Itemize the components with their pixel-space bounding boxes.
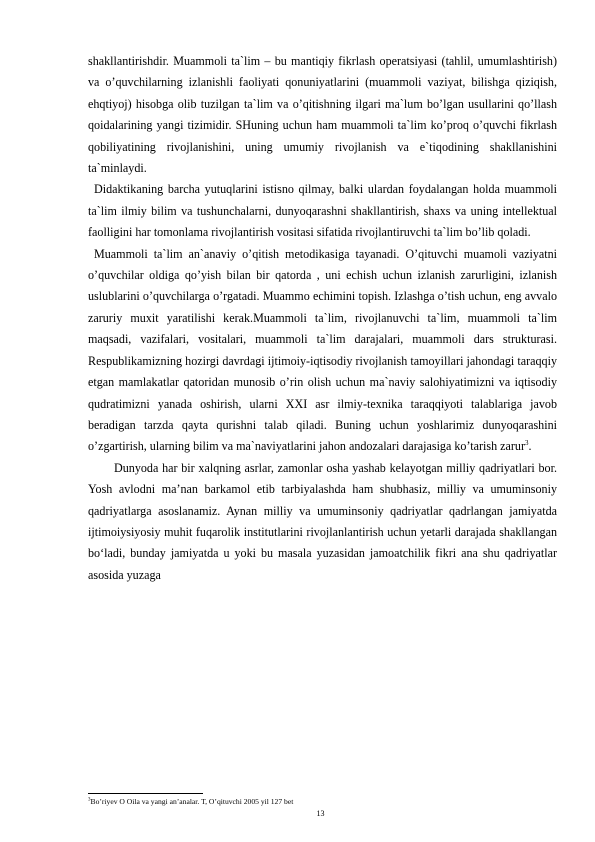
paragraph-1: shakllantirishdir. Muammoli ta`lim – bu mantiqiy fikrlash operatsiyasi (tahlil, umumlashtirish) va o’quvchilarning izlanishli faoliyati qonuniyatlarini (muammoli vaziyat, bilishga qiziqish, ehqtiyoj) hisobga olib tuzilgan ta`lim va o’qitishning ilgari ma`lum bo’lgan usullarini qo’llash qoidalarining yangi tizimidir. SHuning uchun ham muammoli ta`lim ko’proq o’quvchi fikrlash qobiliyatining rivojlanishini, uning umumiy rivojlanish va e`tiqodining shakllanishini ta`minlaydi. (88, 54, 557, 176)
footnote-text: Bo’riyev O Oila va yangi an’analar. T, O’qituvchi 2005 yil 127 bet (90, 797, 294, 806)
footnote (88, 797, 557, 807)
paragraph-2: Didaktikaning barcha yutuqlarini istisno qilmay, balki ulardan foydalangan holda muammoli ta`lim ilmiy bilim va tushunchalarni, dunyoqarashni shakllantirish, shaxs va uning intellektual faolligini har tomonlama rivojlantirish vositasi sifatida rivojlantiruvchi ta`lim bo’lib qoladi. (88, 182, 557, 240)
footnote-reference[interactable]: 3 (525, 439, 529, 448)
paragraph-3 (88, 244, 557, 458)
paragraph-4: Dunyoda har bir xalqning asrlar, zamonlar osha yashab kelayotgan milliy qadriyatlari bor. Yosh avlodni ma’nan barkamol etib tarbiyalashda ham shubhasiz, milliy va umuminsoniy qadriyatlarga asoslanamiz. Aynan milliy va umuminsoniy qadriyatlar qadrlangan jamiyatda ijtimoiysiyosiy muhit fuqarolik institutlarini rivojlanlantirish uchun yetarli darajada shakllangan bo‘ladi, bunday jamiyatda u yoki bu masala yuzasidan jamoatchilik fikri ana shu qadriyatlar asosida yuzaga (88, 460, 557, 582)
body-text (88, 51, 557, 586)
paragraph-3-text: Muammoli ta`lim an`anaviy o’qitish metodikasiga tayanadi. O’qituvchi muamoli vaziyatni o’quvchilar oldiga qo’yish bilan bir qatorda , uni echish uchun izlanish zarurligini, izlanish uslublarini o’quvchilarga o’rgatadi. Muammo echimini topish. Izlashga o’tish uchun, eng avvalo zaruriy muxit yaratilishi kerak.Muammoli ta`lim, rivojlanuvchi ta`lim, muammoli ta`lim maqsadi, vazifalari, vositalari, muammoli ta`lim darajalari, muammoli dars strukturasi. Respublikamizning hozirgi davrdagi ijtimoiy-iqtisodiy rivojlanish tamoyillari jahondagi taraqqiy etgan mamlakatlar qatoridan munosib o’rin olish uchun ma`naviy salohiyatimizni va iqtisodiy qudratimizni yanada oshirish, ularni XXI asr ilmiy-texnika taraqqiyoti talablariga javob beradigan tarzda qayta qurishni talab qiladi. Buning uchun yoshlarimiz dunyoqarashini o’zgartirish, ularning bilim va ma`naviyatlarini jahon andozalari darajasiga ko’tarish zarur (88, 246, 557, 454)
footnote-marker: 3 (88, 797, 91, 803)
page-number: 13 (316, 809, 325, 818)
footnote-divider (88, 793, 203, 794)
paragraph-3-end: . (528, 439, 532, 454)
